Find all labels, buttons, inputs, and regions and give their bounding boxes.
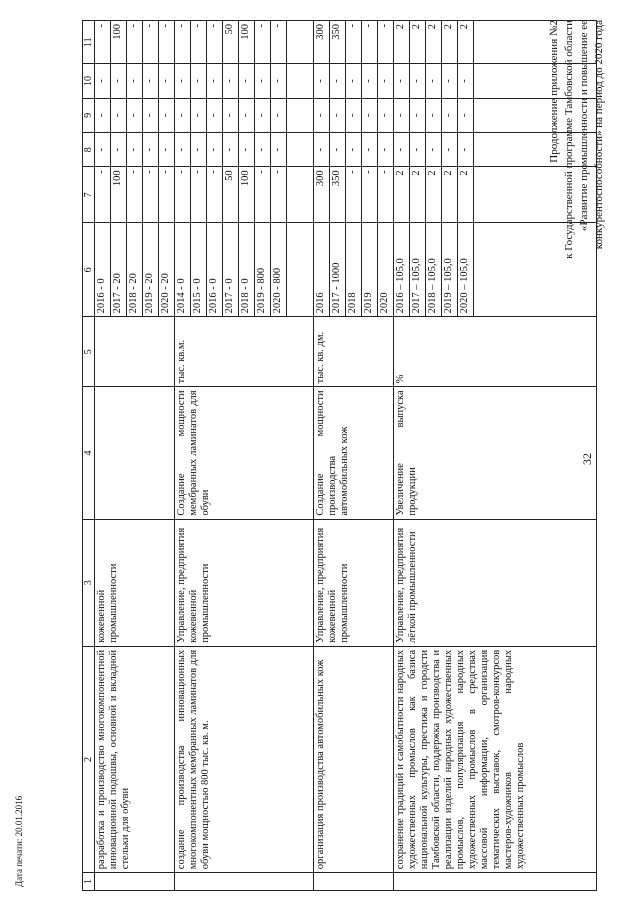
value-cell-col8: - [346,133,362,167]
value-cell-col10: - [271,64,287,98]
column-header: 8 [83,133,95,167]
value-cell-col7: 2 [426,167,442,223]
value-cell-col6: 2018 - 20 [127,223,143,317]
value-cell-col8: - [95,133,111,167]
value-cell-col6: 2020 – 105,0 [458,223,474,317]
empty-cell [287,98,314,132]
value-cell-col10: - [191,64,207,98]
indicator-cell: Создание мощности производства автомобильных кож [314,387,394,519]
unit-cell: тыс. кв. дм. [314,317,394,387]
executor-cell: Управление, предприятия кожевенной промышленности [314,519,394,646]
program-table [82,20,597,891]
value-cell-col10: - [239,64,255,98]
value-cell-col8: - [378,133,394,167]
unit-cell: % [394,317,597,387]
column-header: 11 [83,21,95,64]
value-cell-col11: - [95,21,111,64]
measure-cell: разработка и производство многокомпонентной инновационной подошвы, основной и вкладной стельки для обуви [95,646,175,872]
value-cell-col6: 2018 [346,223,362,317]
value-cell-col9: - [159,98,175,132]
unit-cell [95,317,175,387]
value-cell-col10: - [442,64,458,98]
value-cell-col9: - [175,98,191,132]
header-line: к Государственной программе Тамбовской области [563,20,575,259]
empty-cell [287,133,314,167]
empty-cell [287,64,314,98]
value-cell-col9: - [127,98,143,132]
value-cell-col7: 350 [330,167,346,223]
value-cell-col7: - [143,167,159,223]
value-cell-col7: 2 [458,167,474,223]
value-cell-col9: - [191,98,207,132]
value-cell-col9: - [378,98,394,132]
value-cell-col7: 2 [442,167,458,223]
value-cell-col9: - [143,98,159,132]
value-cell-col11: - [362,21,378,64]
value-cell-col9: - [271,98,287,132]
column-header: 10 [83,64,95,98]
value-cell-col8: - [426,133,442,167]
value-cell-col6: 2020 - 800 [271,223,287,317]
value-cell-col9: - [346,98,362,132]
column-header: 6 [83,223,95,317]
value-cell-col8: - [330,133,346,167]
value-cell-col10: - [255,64,271,98]
table-row [394,21,410,891]
value-cell-col6: 2019 - 800 [255,223,271,317]
value-cell-col8: - [127,133,143,167]
value-cell-col11: 100 [239,21,255,64]
column-header: 3 [83,519,95,646]
value-cell-col7: - [127,167,143,223]
value-cell-col10: - [458,64,474,98]
value-cell-col8: - [442,133,458,167]
value-cell-col9: - [394,98,410,132]
value-cell-col7: 100 [111,167,127,223]
value-cell-col6: 2014 - 0 [175,223,191,317]
header-line: «Развитие промышленности и повышение ее [578,20,590,232]
value-cell-col8: - [255,133,271,167]
value-cell-col10: - [346,64,362,98]
value-cell-col7: - [159,167,175,223]
value-cell-col10: - [175,64,191,98]
value-cell-col8: - [362,133,378,167]
column-header: 4 [83,387,95,519]
value-cell-col6: 2017 - 20 [111,223,127,317]
value-cell-col8: - [223,133,239,167]
value-cell-col11: - [255,21,271,64]
value-cell-col10: - [111,64,127,98]
column-header: 2 [83,646,95,872]
value-cell-col6: 2017 - 0 [223,223,239,317]
value-cell-col11: - [143,21,159,64]
value-cell-col11: 300 [314,21,330,64]
value-cell-col8: - [207,133,223,167]
row-number-cell [95,873,175,891]
value-cell-col6: 2018 – 105,0 [426,223,442,317]
value-cell-col11: 50 [223,21,239,64]
value-cell-col11: 350 [330,21,346,64]
value-cell-col9: - [207,98,223,132]
value-cell-col11: - [378,21,394,64]
value-cell-col10: - [223,64,239,98]
row-number-cell [394,873,597,891]
table-row [95,21,111,891]
value-cell-col7: - [271,167,287,223]
value-cell-col11: 2 [442,21,458,64]
value-cell-col6: 2016 - 0 [207,223,223,317]
value-cell-col7: 300 [314,167,330,223]
value-cell-col7: - [362,167,378,223]
value-cell-col11: 2 [426,21,442,64]
value-cell-col8: - [111,133,127,167]
value-cell-col11: - [191,21,207,64]
executor-cell: кожевенной промышленности [95,519,175,646]
value-cell-col9: - [410,98,426,132]
value-cell-col10: - [410,64,426,98]
executor-cell: Управление, предприятия кожевенной промышленности [175,519,314,646]
value-cell-col7: 50 [223,167,239,223]
value-cell-col9: - [95,98,111,132]
value-cell-col8: - [159,133,175,167]
table-row [314,21,330,891]
value-cell-col10: - [378,64,394,98]
value-cell-col7: 2 [394,167,410,223]
indicator-cell: Создание мощности мембранных ламинатов для обуви [175,387,314,519]
measure-cell: создание производства инновационных многокомпонентных мембранных ламинатов для обуви мощностью 800 тыс. кв. м. [175,646,314,872]
value-cell-col7: - [378,167,394,223]
value-cell-col8: - [271,133,287,167]
value-cell-col11: 2 [410,21,426,64]
value-cell-col7: - [95,167,111,223]
value-cell-col6: 2020 [378,223,394,317]
value-cell-col9: - [239,98,255,132]
value-cell-col6: 2019 – 105,0 [442,223,458,317]
column-header: 5 [83,317,95,387]
value-cell-col7: - [191,167,207,223]
value-cell-col9: - [223,98,239,132]
value-cell-col10: - [207,64,223,98]
value-cell-col11: - [271,21,287,64]
empty-cell [474,64,597,98]
value-cell-col10: - [95,64,111,98]
value-cell-col8: - [314,133,330,167]
header-line: Продолжение приложения №2 [548,20,560,163]
column-header: 1 [83,873,95,891]
value-cell-col7: - [346,167,362,223]
value-cell-col10: - [394,64,410,98]
value-cell-col10: - [330,64,346,98]
value-cell-col9: - [314,98,330,132]
empty-cell [474,133,597,167]
empty-cell [287,223,314,317]
row-number-cell [175,873,314,891]
empty-cell [287,167,314,223]
value-cell-col6: 2016 – 105,0 [394,223,410,317]
value-cell-col11: 100 [111,21,127,64]
print-date: Дата печати: 20.01.2016 [14,795,24,887]
value-cell-col9: - [442,98,458,132]
value-cell-col11: - [175,21,191,64]
measure-cell: сохранение традиций и самобытности народных художественных промыслов как базиса национальной культуры, престижа и городсти Тамбовской области, поддержка производства и реализации изделий народных художественных промыслов, популяризация народных художественных промыслов в средствах массовой информации, организация тематических выставок, смотров-конкурсов мастеров-художников народных художественных промыслов [394,646,597,872]
value-cell-col8: - [410,133,426,167]
value-cell-col10: - [362,64,378,98]
value-cell-col6: 2017 – 105,0 [410,223,426,317]
value-cell-col10: - [143,64,159,98]
value-cell-col9: - [330,98,346,132]
executor-cell: Управление, предприятия лёгкой промышленности [394,519,597,646]
value-cell-col8: - [175,133,191,167]
value-cell-col11: - [127,21,143,64]
value-cell-col11: 2 [394,21,410,64]
value-cell-col7: - [207,167,223,223]
value-cell-col7: - [255,167,271,223]
value-cell-col8: - [239,133,255,167]
empty-cell [474,167,597,223]
value-cell-col6: 2018 - 0 [239,223,255,317]
value-cell-col6: 2016 [314,223,330,317]
value-cell-col6: 2019 - 20 [143,223,159,317]
value-cell-col6: 2017 - 1000 [330,223,346,317]
value-cell-col9: - [362,98,378,132]
value-cell-col10: - [127,64,143,98]
value-cell-col7: - [175,167,191,223]
column-header: 7 [83,167,95,223]
empty-cell [287,21,314,64]
empty-cell [474,21,597,64]
unit-cell: тыс. кв.м. [175,317,314,387]
value-cell-col6: 2020 - 20 [159,223,175,317]
value-cell-col11: - [207,21,223,64]
table-row [175,21,191,891]
header-line: конкурентоспособности» на период до 2020 года [593,20,605,250]
row-number-cell [314,873,394,891]
value-cell-col6: 2019 [362,223,378,317]
value-cell-col9: - [111,98,127,132]
value-cell-col9: - [458,98,474,132]
value-cell-col10: - [159,64,175,98]
value-cell-col11: - [159,21,175,64]
empty-cell [474,98,597,132]
value-cell-col6: 2016 - 0 [95,223,111,317]
value-cell-col8: - [394,133,410,167]
value-cell-col10: - [426,64,442,98]
value-cell-col8: - [143,133,159,167]
value-cell-col6: 2015 - 0 [191,223,207,317]
measure-cell: организация производства автомобильных кож [314,646,394,872]
column-number-row [83,21,95,891]
value-cell-col8: - [191,133,207,167]
value-cell-col7: 100 [239,167,255,223]
value-cell-col11: 2 [458,21,474,64]
empty-cell [474,223,597,317]
value-cell-col11: - [346,21,362,64]
page-number: 32 [580,453,594,465]
value-cell-col10: - [314,64,330,98]
value-cell-col7: 2 [410,167,426,223]
value-cell-col8: - [458,133,474,167]
column-header: 9 [83,98,95,132]
indicator-cell [95,387,175,519]
indicator-cell: Увеличение выпуска продукции [394,387,597,519]
value-cell-col9: - [426,98,442,132]
value-cell-col9: - [255,98,271,132]
